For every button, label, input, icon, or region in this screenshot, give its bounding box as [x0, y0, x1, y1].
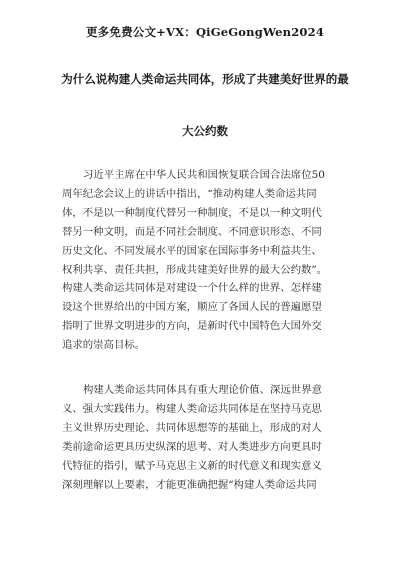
paragraph-line: 义、强大实践伟力。构建人类命运共同体是在坚持马克思 — [62, 402, 322, 415]
paragraph-line: 历史文化、不同发展水平的国家在国际事务中利益共生、 — [62, 244, 322, 257]
paragraph-line: 追求的崇高目标。 — [62, 339, 146, 352]
paragraph-line: 习近平主席在中华人民共和国恢复联合国合法席位50 — [83, 169, 325, 181]
paragraph-line: 深刻理解以上要素，才能更准确把握“构建人类命运共同 — [62, 478, 317, 491]
paragraph-line: 类前途命运更具历史纵深的思考、对人类进步方向更具时 — [62, 440, 322, 453]
document-title-line-1: 为什么说构建人类命运共同体，形成了共建美好世界的最 — [61, 72, 349, 86]
paragraph-line: 主义世界历史理论、共同体思想等的基础上，形成的对人 — [62, 421, 322, 434]
paragraph-line: 代特征的指引，赋予马克思主义新的时代意义和现实意义 — [62, 459, 322, 472]
paragraph-1 — [62, 166, 352, 355]
header-note: 更多免费公文+VX：QiGeGongWen2024 — [85, 25, 325, 39]
paragraph-line: 设这个世界给出的中国方案，顺应了各国人民的普遍愿望 — [62, 301, 322, 314]
paragraph-line: 权利共享、责任共担，形成共建美好世界的最大公约数”。 — [62, 263, 328, 276]
paragraph-line: 指明了世界文明进步的方向，是新时代中国特色大国外交 — [62, 320, 322, 333]
paragraph-line: 构建人类命运共同体是对建设一个什么样的世界、怎样建 — [62, 282, 322, 295]
document-title-line-2: 大公约数 — [182, 124, 228, 138]
paragraph-line: 周年纪念会议上的讲话中指出，“推动构建人类命运共同 — [62, 187, 317, 200]
paragraph-line: 替另一种文明，而是不同社会制度、不同意识形态、不同 — [62, 225, 322, 238]
paragraph-line: 体，不是以一种制度代替另一种制度，不是以一种文明代 — [62, 206, 322, 219]
paragraph-line: 构建人类命运共同体具有重大理论价值、深远世界意 — [83, 384, 322, 396]
paragraph-2 — [62, 381, 352, 494]
